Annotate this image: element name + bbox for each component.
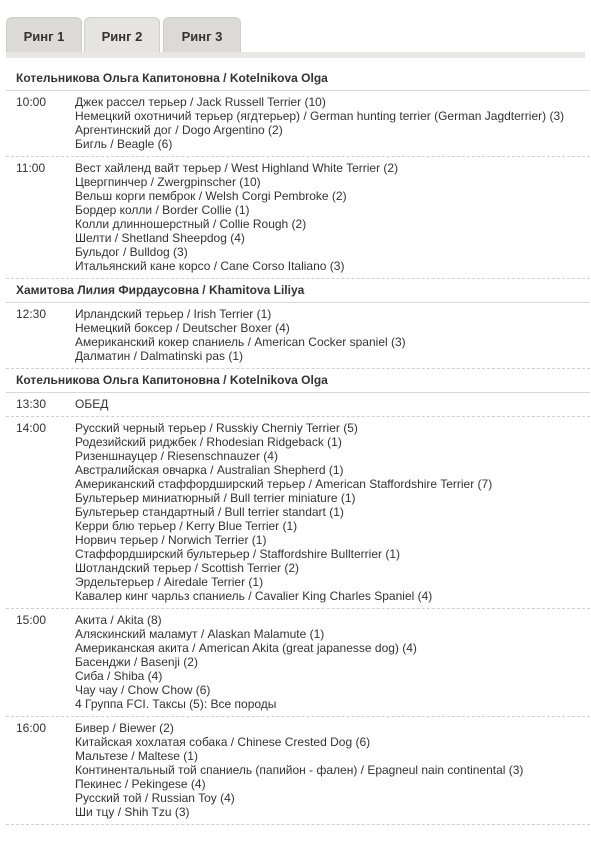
breed-entry: Норвич терьер / Norwich Terrier (1) <box>75 533 267 547</box>
breed-list <box>75 95 564 151</box>
breed-entry: Цвергпинчер / Zwergpinscher (10) <box>75 175 261 189</box>
schedule-slot <box>6 91 590 157</box>
breed-entry: Русский той / Russian Toy (4) <box>75 791 235 805</box>
slot-time: 14:00 <box>16 421 47 435</box>
tab-ring-1[interactable]: Ринг 1 <box>6 17 82 52</box>
slot-time: 15:00 <box>16 613 47 627</box>
breed-entry: Ши тцу / Shih Tzu (3) <box>75 805 190 819</box>
breed-entry: Американский стаффордширский терьер / American Staffordshire Terrier (7) <box>75 477 493 491</box>
ring-tabs <box>6 17 585 52</box>
breed-entry: Бультерьер стандартный / Bull terrier standart (1) <box>75 505 344 519</box>
breed-entry: Континентальный той спаниель (папийон - фален) / Epagneul nain continental (3) <box>75 763 524 777</box>
breed-entry: Басенджи / Basenji (2) <box>75 655 198 669</box>
breed-entry: Далматин / Dalmatinski pas (1) <box>75 349 243 363</box>
breed-entry: Сиба / Shiba (4) <box>75 669 163 683</box>
breed-entry: Американский кокер спаниель / American Cocker spaniel (3) <box>75 335 406 349</box>
breed-list <box>75 161 398 273</box>
breed-entry: Австралийская овчарка / Australian Shepherd (1) <box>75 463 344 477</box>
breed-entry: Вест хайленд вайт терьер / West Highland White Terrier (2) <box>75 161 399 175</box>
judge-header: Котельникова Ольга Капитоновна / Kotelnikova Olga <box>6 67 590 91</box>
breed-entry: Шотландский терьер / Scottish Terrier (2) <box>75 561 300 575</box>
breed-entry: Колли длинношерстный / Collie Rough (2) <box>75 217 307 231</box>
breed-entry: Итальянский кане корсо / Cane Corso Italiano (3) <box>75 259 345 273</box>
tab-ring-3[interactable]: Ринг 3 <box>163 17 241 52</box>
breed-entry: Китайская хохлатая собака / Chinese Crested Dog (6) <box>75 735 371 749</box>
breed-entry: Акита / Akita (8) <box>75 613 162 627</box>
breed-entry: Мальтезе / Maltese (1) <box>75 749 198 763</box>
schedule-slot <box>6 417 590 609</box>
breed-entry: Бивер / Biewer (2) <box>75 721 174 735</box>
breed-entry: Ирландский терьер / Irish Terrier (1) <box>75 307 272 321</box>
slot-time: 11:00 <box>16 161 46 175</box>
breed-entry: Эрдельтерьер / Airedale Terrier (1) <box>75 575 264 589</box>
breed-list <box>75 613 417 711</box>
judge-header: Котельникова Ольга Капитоновна / Kotelnikova Olga <box>6 369 590 393</box>
breed-entry: Немецкий боксер / Deutscher Boxer (4) <box>75 321 290 335</box>
slot-time: 12:30 <box>16 307 47 321</box>
judge-header: Хамитова Лилия Фирдаусовна / Khamitova Liliya <box>6 279 590 303</box>
breed-entry: Родезийский риджбек / Rhodesian Ridgeback (1) <box>75 435 342 449</box>
breed-entry: Аргентинский дог / Dogo Argentino (2) <box>75 123 283 137</box>
schedule-slot <box>6 157 590 279</box>
breed-entry: Пекинес / Pekingese (4) <box>75 777 206 791</box>
breed-entry: Русский черный терьер / Russkiy Cherniy Terrier (5) <box>75 421 358 435</box>
breed-list <box>75 307 406 363</box>
breed-entry: Шелти / Shetland Sheepdog (4) <box>75 231 245 245</box>
schedule-slot <box>6 717 590 825</box>
breed-entry: Джек рассел терьер / Jack Russell Terrier (10) <box>75 95 326 109</box>
slot-time: 16:00 <box>16 721 47 735</box>
breed-entry: Аляскинский маламут / Alaskan Malamute (1) <box>75 627 325 641</box>
breed-list <box>75 397 108 411</box>
breed-list <box>75 421 492 603</box>
breed-entry: Бордер колли / Border Collie (1) <box>75 203 250 217</box>
slot-time: 13:30 <box>16 397 47 411</box>
schedule-slot <box>6 303 590 369</box>
breed-entry: ОБЕД <box>75 397 109 411</box>
slot-time: 10:00 <box>16 95 47 109</box>
schedule-slot <box>6 609 590 717</box>
breed-list <box>75 721 523 819</box>
breed-entry: Чау чау / Chow Chow (6) <box>75 683 211 697</box>
breed-entry: Кавалер кинг чарльз спаниель / Cavalier King Charles Spaniel (4) <box>75 589 433 603</box>
tab-strip-divider <box>6 52 585 58</box>
breed-entry: Американская акита / American Akita (great japanesse dog) (4) <box>75 641 417 655</box>
schedule-slot <box>6 393 590 417</box>
breed-entry: Стаффордширский бультерьер / Staffordshire Bullterrier (1) <box>75 547 400 561</box>
tab-ring-2[interactable]: Ринг 2 <box>84 17 160 52</box>
breed-entry: Бигль / Beagle (6) <box>75 137 173 151</box>
breed-entry: Бульдог / Bulldog (3) <box>75 245 188 259</box>
breed-entry: Немецкий охотничий терьер (ягдтерьер) / German hunting terrier (German Jagdterrier) (3) <box>75 109 565 123</box>
breed-entry: Бультерьер миниатюрный / Bull terrier miniature (1) <box>75 491 356 505</box>
breed-entry: 4 Группа FCI. Таксы (5): Все породы <box>75 697 277 711</box>
breed-entry: Керри блю терьер / Kerry Blue Terrier (1) <box>75 519 298 533</box>
breed-entry: Ризеншнауцер / Riesenschnauzer (4) <box>75 449 278 463</box>
breed-entry: Вельш корги пемброк / Welsh Corgi Pembroke (2) <box>75 189 347 203</box>
